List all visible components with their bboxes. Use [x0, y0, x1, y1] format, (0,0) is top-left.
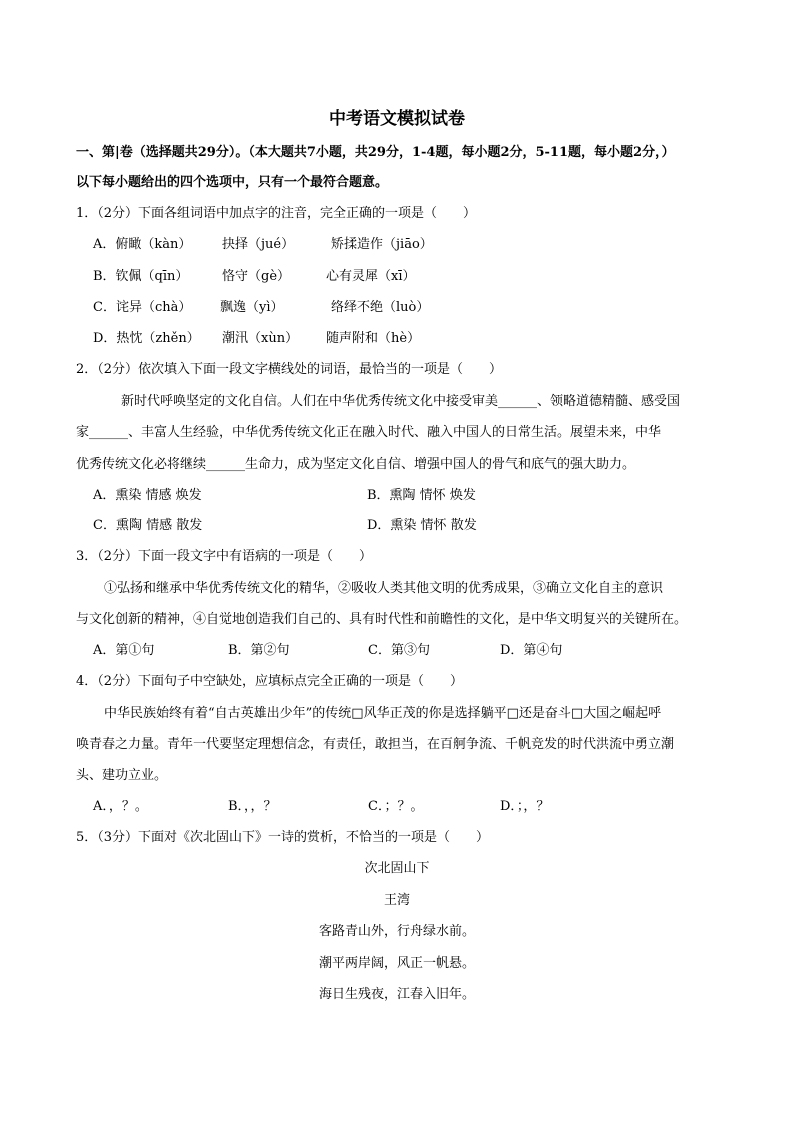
poem-title: 次北固山下 [364, 861, 430, 876]
q1-option-d-3: 随声附和（hè） [326, 331, 421, 346]
poem-line: 潮平两岸阔，风正一帆悬。 [318, 956, 475, 971]
q1-option-d-2: 潮汛（xùn） [222, 331, 299, 346]
q3-option-c: C．第③句 [368, 643, 430, 658]
q4-option-a: A．，？。 [93, 799, 148, 814]
page-title: 中考语文模拟试卷 [329, 109, 465, 129]
q2-option-c: C．熏陶 情感 散发 [93, 518, 203, 533]
section-heading: 一、第|卷（选择题共29分）。（本大题共7小题，共29分，1-4题，每小题2分，5-11题，每小题2分，） [76, 145, 675, 160]
q3-option-d: D．第④句 [500, 643, 563, 658]
q4-stem: 4．（2分）下面句子中空缺处，应填标点完全正确的一项是（ ） [76, 674, 464, 689]
q1-option-a-2: 抉择（jué） [222, 237, 295, 252]
q2-paragraph-line: 新时代呼唤坚定的文化自信。人们在中华优秀传统文化中接受审美______、领略道德精髓、感受国 [121, 394, 681, 409]
poem-line: 客路青山外，行舟绿水前。 [318, 924, 475, 939]
q2-stem: 2．（2分）依次填入下面一段文字横线处的词语，最恰当的一项是（ ） [76, 362, 503, 377]
q1-stem: 1．（2分）下面各组词语中加点字的注音，完全正确的一项是（ ） [76, 206, 477, 221]
q4-paragraph-line: 中华民族始终有着“自古英雄出少年”的传统□风华正茂的你是选择躺平□还是奋斗□大国之崛起呼 [104, 706, 662, 721]
q1-option-a-1: A．俯瞰（kàn） [93, 237, 192, 252]
q2-option-d: D．熏染 情怀 散发 [367, 518, 477, 533]
q4-option-d: D．；，？ [500, 799, 550, 814]
q2-option-a: A．熏染 情感 焕发 [93, 488, 202, 503]
poem-author: 王湾 [383, 893, 410, 908]
q2-option-b: B．熏陶 情怀 焕发 [367, 488, 476, 503]
q3-option-b: B．第②句 [228, 643, 290, 658]
q3-paragraph-line: ①弘扬和继承中华优秀传统文化的精华，②吸收人类其他文明的优秀成果，③确立文化自主的意识 [104, 581, 664, 596]
q4-option-c: C．；？。 [368, 799, 424, 814]
section-instruction: 以下每小题给出的四个选项中，只有一个最符合题意。 [76, 175, 389, 190]
q1-option-b-3: 心有灵犀（xī） [326, 269, 416, 284]
q1-option-d-1: D．热忱（zhěn） [93, 331, 200, 346]
q1-option-b-1: B．钦佩（qīn） [93, 269, 189, 284]
q4-option-b: B．，，？ [228, 799, 277, 814]
q2-paragraph-line: 家______、丰富人生经验，中华优秀传统文化正在融入时代、融入中国人的日常生活。展望未来，中华 [76, 425, 662, 440]
q1-option-c-3: 络绎不绝（luò） [331, 300, 430, 315]
q3-paragraph-line: 与文化创新的精神，④自觉地创造我们自己的、具有时代性和前瞻性的文化，是中华文明复兴的关键所在。 [76, 612, 688, 627]
q3-stem: 3．（2分）下面一段文字中有语病的一项是（ ） [76, 549, 373, 564]
q1-option-b-2: 恪守（gè） [222, 269, 291, 284]
q5-stem: 5．（3分）下面对《次北固山下》一诗的赏析，不恰当的一项是（ ） [76, 830, 490, 845]
q4-paragraph-line: 头、建功立业。 [76, 768, 168, 783]
poem-line: 海日生残夜，江春入旧年。 [318, 987, 475, 1002]
q1-option-a-3: 矫揉造作（jiāo） [331, 237, 433, 252]
q2-paragraph-line: 优秀传统文化必将继续______生命力，成为坚定文化自信、增强中国人的骨气和底气的强大助力。 [76, 457, 636, 472]
q3-option-a: A．第①句 [93, 643, 155, 658]
q4-paragraph-line: 唤青春之力量。青年一代要坚定理想信念，有责任，敢担当，在百舸争流、千帆竞发的时代洪流中勇立潮 [76, 737, 675, 752]
q1-option-c-1: C．诧异（chà） [93, 300, 192, 315]
q1-option-c-2: 飘逸（yì） [220, 300, 284, 315]
